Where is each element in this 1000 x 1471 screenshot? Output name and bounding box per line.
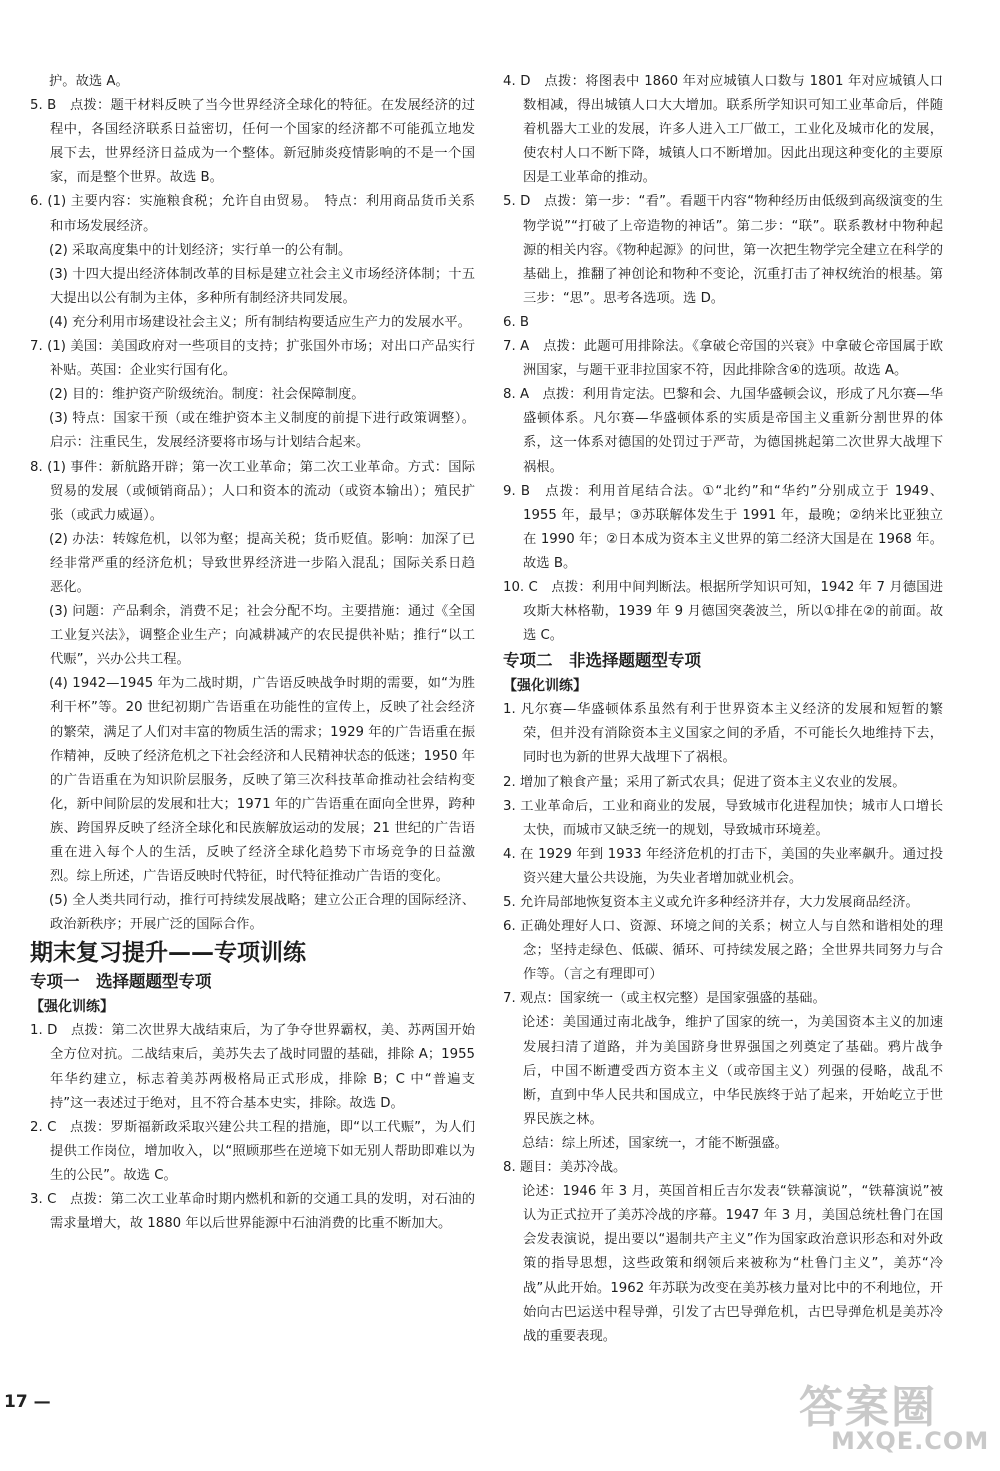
answer-paragraph: 5. 允许局部地恢复资本主义或允许多种经济并存，大力发展商品经济。 [503, 895, 919, 910]
exercise-tag: 【强化训练】 [30, 999, 114, 1016]
right-column [503, 70, 943, 1349]
answer-paragraph: (2) 目的：维护资产阶级统治。制度：社会保障制度。 [49, 387, 365, 403]
answer-paragraph: 10. C 点拨：利用中间判断法。根据所学知识可知，1942 年 7 月德国进攻斯大林格勒，1939 年 9 月德国突袭波兰，所以①排在②的前面。故选 C。 [503, 579, 943, 644]
watermark-logo [797, 1371, 990, 1457]
answer-paragraph: (5) 全人类共同行动，推行可持续发展战略；建立公正合理的国际经济、政治新秩序；开展广泛的国际合作。 [49, 893, 475, 933]
answer-paragraph: 论述：1946 年 3 月，英国首相丘吉尔发表“铁幕演说”，“铁幕演说”被认为正式拉开了美苏冷战的序幕。1947 年 3 月，美国总统杜鲁门在国会发表演说，提出要以“遏制共产主义”作为国家政治意识形态和对外政策的指导思想，这些政策和纲领后来被称为“杜鲁门主义”，美苏“冷战”从此开始。1962 年苏联为改变在美苏核力量对比中的不利地位，开始向古巴运送中程导弹，引发了古巴导弹危机，古巴导弹危机是美苏冷战的重要表现。 [522, 1184, 943, 1344]
answer-paragraph: 6. 正确处理好人口、资源、环境之间的关系；树立人与自然和谐相处的理念；坚持走绿色、低碳、循环、可持续发展之路；全世界共同努力与合作等。（言之有理即可） [503, 919, 943, 983]
answer-paragraph: 8. (1) 事件：新航路开辟；第一次工业革命；第二次工业革命。方式：国际贸易的发展（或倾销商品）；人口和资本的流动（或资本输出）；殖民扩张（或武力威逼）。 [30, 459, 475, 523]
page-number: 17 — [4, 1392, 51, 1412]
answer-paragraph: 4. 在 1929 年到 1933 年经济危机的打击下，美国的失业率飙升。通过投资兴建大量公共设施，为失业者增加就业机会。 [503, 846, 943, 886]
answer-paragraph: 论述：美国通过南北战争，维护了国家的统一，为美国资本主义的加速发展扫清了道路，并为美国跻身世界强国之列奠定了基础。鸦片战争后，中国不断遭受西方资本主义（或帝国主义）列强的侵略，战乱不断，直到中华人民共和国成立，中华民族终于站了起来，开始屹立于世界民族之林。 [522, 1015, 943, 1127]
subsection-title: 专项一 选择题题型专项 [30, 972, 212, 992]
answer-paragraph: 3. 工业革命后，工业和商业的发展，导致城市化进程加快；城市人口增长太快，而城市又缺乏统一的规划，导致城市环境差。 [503, 798, 943, 838]
answer-paragraph: 护。故选 A。 [49, 74, 129, 89]
subsection-title: 专项二 非选择题题型专项 [503, 651, 701, 671]
answer-paragraph: 总结：综上所述，国家统一，才能不断强盛。 [522, 1135, 788, 1151]
answer-paragraph: 5. B 点拨：题干材料反映了当今世界经济全球化的特征。在发展经济的过程中，各国经济联系日益密切，任何一个国家的经济都不可能孤立地发展下去，世界经济日益成为一个整体。新冠肺炎疫情影响的不是一个国家，而是整个世界。故选 B。 [30, 98, 475, 186]
answer-paragraph: 5. D 点拨：第一步：“看”。看题干内容“物种经历由低级到高级演变的生物学说”“打破了上帝造物的神话”。第二步：“联”。联系教材中物种起源的相关内容。《物种起源》的问世，第一次把生物学完全建立在科学的基础上，推翻了神创论和物种不变论，沉重打击了神权统治的根基。第三步：“思”。思考各选项。选 D。 [503, 194, 943, 306]
watermark-title: 答案圈 [799, 1382, 937, 1433]
answer-paragraph: 7. (1) 美国：美国政府对一些项目的支持；扩张国外市场；对出口产品实行补贴。英国：企业实行国有化。 [30, 339, 475, 379]
answer-paragraph: 8. A 点拨：利用肯定法。巴黎和会、九国华盛顿会议，形成了凡尔赛—华盛顿体系。凡尔赛—华盛顿体系的实质是帝国主义重新分割世界的体系，这一体系对德国的处罚过于严苛，为德国挑起第二次世界大战埋下祸根。 [503, 387, 943, 475]
answer-paragraph: 6. (1) 主要内容：实施粮食税；允许自由贸易。 特点：利用商品货币关系和市场发展经济。 [30, 194, 475, 234]
answer-paragraph: (4) 1942—1945 年为二战时期，广告语反映战争时期的需要，如“为胜利干杯”等。20 世纪初期广告语重在功能性的宣传上，反映了社会经济的繁荣，满足了人们对丰富的物质生活的需求；1929 年的广告语重在振作精神，反映了经济危机之下社会经济和人民精神状态的低迷；1950 年的广告语重在为知识阶层服务，反映了第三次科技革命推动社会结构变化，新中间阶层的发展和壮大；1971 年的广告语重在面向全世界，跨种族、跨国界反映了经济全球化和民族解放运动的发展；21 世纪的广告语重在进入每个人的生活，反映了经济全球化趋势下市场竞争的日益激烈。综上所述，广告语反映时代特征，时代特征推动广告语的变化。 [49, 676, 475, 885]
answer-paragraph: 1. D 点拨：第二次世界大战结束后，为了争夺世界霸权，美、苏两国开始全方位对抗。二战结束后，美苏失去了战时同盟的基础，排除 A；1955 年华约建立，标志着美苏两极格局正式形成，排除 B；C 中“普遍支持”这一表述过于绝对，且不符合基本史实，排除。故选 D。 [30, 1023, 475, 1111]
answer-paragraph: 9. B 点拨：利用首尾结合法。①“北约”和“华约”分别成立于 1949、1955 年，最早；③苏联解体发生于 1991 年，最晚；②纳米比亚独立在 1990 年；②日本成为资本主义世界的第二经济大国是在 1968 年。故选 B。 [503, 483, 943, 571]
answer-paragraph: 3. C 点拨：第二次工业革命时期内燃机和新的交通工具的发明，对石油的需求量增大，故 1880 年以后世界能源中石油消费的比重不断加大。 [30, 1192, 475, 1232]
left-column [30, 70, 475, 1236]
exercise-tag: 【强化训练】 [503, 678, 587, 695]
answer-paragraph: (3) 问题：产品剩余，消费不足；社会分配不均。主要措施：通过《全国工业复兴法》，调整企业生产；向减耕减产的农民提供补贴；推行“以工代赈”，兴办公共工程。 [49, 604, 475, 668]
answer-paragraph: 1. 凡尔赛—华盛顿体系虽然有利于世界资本主义经济的发展和短暂的繁荣，但并没有消除资本主义国家之间的矛盾，不可能长久地维持下去，同时也为新的世界大战埋下了祸根。 [503, 702, 943, 766]
answer-paragraph: (2) 采取高度集中的计划经济；实行单一的公有制。 [49, 242, 352, 258]
answer-paragraph: 2. C 点拨：罗斯福新政采取兴建公共工程的措施，即“以工代赈”，为人们提供工作岗位，增加收入，以“照顾那些在逆境下如无别人帮助即难以为生的公民”。故选 C。 [30, 1119, 475, 1183]
answer-paragraph: 7. 观点：国家统一（或主权完整）是国家强盛的基础。 [503, 991, 826, 1007]
answer-paragraph: (3) 特点：国家干预（或在维护资本主义制度的前提下进行政策调整）。启示：注重民生，发展经济要将市场与计划结合起来。 [49, 411, 475, 451]
answer-paragraph: 4. D 点拨：将图表中 1860 年对应城镇人口数与 1801 年对应城镇人口数相减，得出城镇人口大大增加。联系所学知识可知工业革命后，伴随着机器大工业的发展，许多人进入工厂做工，工业化及城市化的发展，使农村人口不断下降，城镇人口不断增加。因此出现这种变化的主要原因是工业革命的推动。 [503, 74, 943, 186]
answer-paragraph: 8. 题目：美苏冷战。 [503, 1160, 627, 1176]
answer-paragraph: 2. 增加了粮食产量；采用了新式农具；促进了资本主义农业的发展。 [503, 774, 906, 790]
watermark-url: MXQE.COM [831, 1427, 990, 1455]
answer-paragraph: 7. A 点拨：此题可用排除法。《拿破仑帝国的兴衰》中拿破仑帝国属于欧洲国家，与题干亚非拉国家不符，因此排除含④的选项。故选 A。 [503, 339, 943, 379]
answer-paragraph: (2) 办法：转嫁危机，以邻为壑；提高关税；货币贬值。影响：加深了已经非常严重的经济危机；导致世界经济进一步陷入混乱；国际关系日趋恶化。 [49, 531, 475, 595]
answer-paragraph: (3) 十四大提出经济体制改革的目标是建立社会主义市场经济体制；十五大提出以公有制为主体，多种所有制经济共同发展。 [49, 266, 475, 306]
section-title: 期末复习提升——专项训练 [30, 940, 306, 967]
answer-paragraph: 6. B [503, 314, 530, 330]
answer-paragraph: (4) 充分利用市场建设社会主义；所有制结构要适应生产力的发展水平。 [49, 314, 471, 330]
